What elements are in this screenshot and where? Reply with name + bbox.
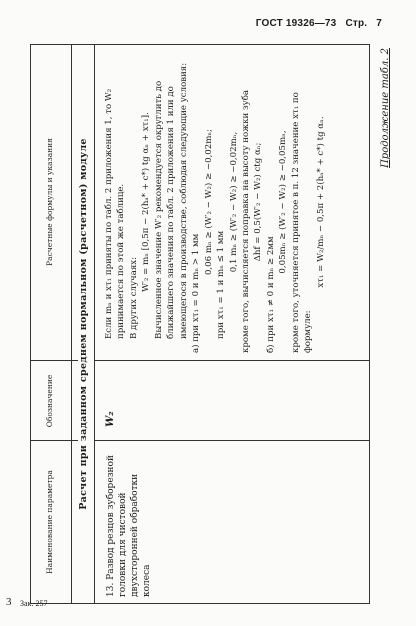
formula-line: 0,1 mₙ ≥ (W′₂ − W₂) ≥ −0,02mₙ, [228,131,239,273]
rotated-table-area [30,44,400,604]
column-header-symbol: Обозначение [45,374,54,428]
formula-line: при xτ₁ = 1 и mₙ ≤ 1 мм [216,230,227,339]
formula-line: б) при xτ₁ ≠ 0 и mₙ ≥ 2мм [265,236,276,353]
formula-line: а) при xτ₁ = 0 и mₙ > 1 мм [191,233,202,353]
footer-page-number: 3 [6,596,12,608]
formula-line: Δhf = 0,5(W′₂ − W₂) ctg αₙ; [253,142,264,262]
section-title: Расчет при заданном среднем нормальном (расчетном) модуле [78,45,95,603]
parameter-table [30,44,370,604]
header-divider [71,45,72,603]
continuation-label: Продолжение табл. 2 [380,48,391,168]
formula-line: кроме того, вычисляется поправка на высоту ножки зуба [240,90,251,353]
formula-line: Вычисленное значение W′₂ рекомендуется округлить до ближайшего значения по табл. 2 приложения 1 или до имеющегося в производстве, соблюдая следующие условия: [153,62,189,339]
formula-line: В других случаях: [128,256,139,339]
formula-text [103,51,327,353]
page-label: Стр. [345,18,368,29]
formula-line: кроме того, уточняется принятое в п. 12 значение xτ₁ по формуле: [290,92,314,353]
page-number: 7 [376,18,382,29]
column-header-param: Наименование параметра [45,470,54,574]
formula-line: Если mₙ и xτ₁ приняты по табл. 2 приложения 1, то W₂ принимается по этой же таблице. [104,88,127,339]
param-symbol: W₂ [105,411,116,427]
formula-line: 0,05mₙ ≥ (W′₂ − W₂) ≥ −0,05mₙ, [278,130,289,274]
standard-number: ГОСТ 19326—73 [255,18,337,29]
page-header [250,18,382,29]
rotated-content [30,44,400,604]
param-name: 13. Развод резцов зуборезной головки для чистовой двухсторонней обработки колеса [106,455,153,597]
column-header-formulas: Расчетные формулы и указания [45,138,54,266]
footer-order-number: Зак. 257 [20,599,48,608]
formula-line: W′₂ = mₙ [0,5π − 2(hₐ* + c*) tg αₙ + xτ₁]. [141,112,152,292]
formula-line: xτ₁ = W₂/mₙ − 0,5π + 2(hₐ* + c*) tg αₙ. [315,116,326,288]
formula-line: 0,06 mₙ ≥ (W′₂ − W₂) ≥ −0,02mₙ; [203,128,214,276]
